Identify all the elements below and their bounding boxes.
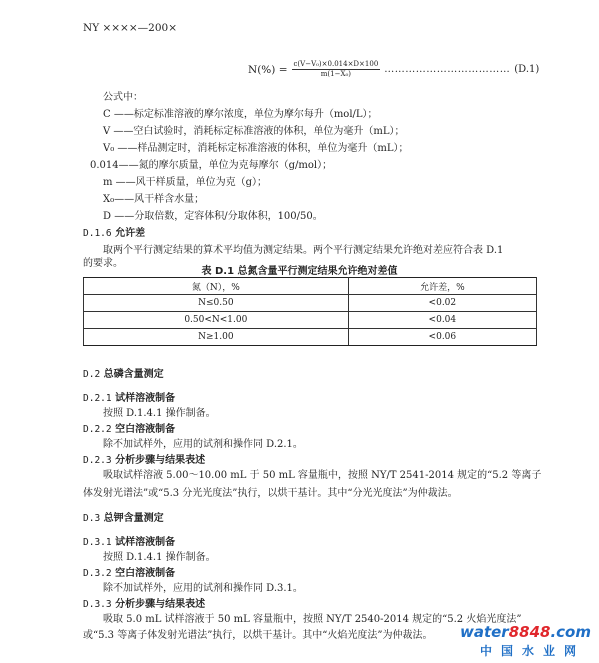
table-cell: 0.50<N<1.00 <box>84 312 349 329</box>
d-3-3-paragraph-line1: 吸取 5.0 mL 试样溶液于 50 mL 容量瓶中，按照 NY/T 2540-2014 规定的“5.2 火焰光度法” <box>103 614 522 625</box>
table-row <box>84 295 537 312</box>
section-number: D.2.1 <box>83 393 112 404</box>
d-1-6-paragraph-line2: 的要求。 <box>83 258 123 269</box>
formula-lhs: N(%) = <box>248 63 288 76</box>
section-number: D.3.3 <box>83 599 112 610</box>
defs-intro: 公式中： <box>103 92 143 103</box>
section-d-2-heading <box>83 365 164 380</box>
section-number: D.3.2 <box>83 568 112 579</box>
d-3-1-text: 按照 D.1.4.1 操作制备。 <box>103 552 216 563</box>
d-2-3-paragraph-line2: 体发射光谱法”或“5.3 分光光度法”执行，以烘干基计。其中“分光光度法”为仲裁法。 <box>83 488 458 499</box>
d-3-3-paragraph-line2: 或“5.3 等离子体发射光谱法”执行，以烘干基计。其中“火焰光度法”为仲裁法。 <box>83 630 433 641</box>
section-title: 总钾含量测定 <box>103 513 164 524</box>
section-title: 空白溶液制备 <box>115 424 176 435</box>
watermark-logo <box>460 623 591 641</box>
d-2-2-text: 除不加试样外，应用的试剂和操作同 D.2.1。 <box>103 439 303 450</box>
watermark-logo-tld: .com <box>550 623 591 641</box>
section-title: 分析步骤与结果表述 <box>115 599 206 610</box>
def-m: m ——风干样质量，单位为克（g）； <box>103 177 268 188</box>
table-header-cell: 允许差，% <box>348 278 536 295</box>
section-number: D.3.1 <box>83 537 112 548</box>
section-number: D.3 <box>83 513 101 524</box>
section-d-2-1-heading <box>83 389 175 404</box>
section-d-3-3-heading <box>83 595 205 610</box>
formula-numerator: c(V−V₀)×0.014×D×100 <box>293 60 379 68</box>
watermark-site-name: 中国水业网 <box>479 644 585 658</box>
d-1-6-paragraph-line1: 取两个平行测定结果的算术平均值为测定结果。两个平行测定结果允许绝对差应符合表 D.1 <box>103 245 504 256</box>
d-2-1-text: 按照 D.1.4.1 操作制备。 <box>103 408 216 419</box>
d-3-2-text: 除不加试样外，应用的试剂和操作同 D.3.1。 <box>103 583 303 594</box>
section-title: 空白溶液制备 <box>115 568 176 579</box>
section-number: D.2 <box>83 369 101 380</box>
def-v: V ——空白试验时，消耗标定标准溶液的体积，单位为毫升（mL）； <box>103 126 405 137</box>
table-cell: <0.04 <box>348 312 536 329</box>
table-cell: N≥1.00 <box>84 329 349 346</box>
table-cell: <0.02 <box>348 295 536 312</box>
watermark-logo-number: 8848 <box>508 623 551 641</box>
def-c: C ——标定标准溶液的摩尔浓度，单位为摩尔每升（mol/L）； <box>103 109 378 120</box>
watermark-logo-word: water <box>459 623 509 641</box>
table-row <box>84 329 537 346</box>
table-header-cell: 氮（N），% <box>84 278 349 295</box>
section-number: D.1.6 <box>83 228 112 239</box>
formula-equation-number: (D.1) <box>514 64 540 75</box>
table-d1-title: 表 D.1 总氮含量平行测定结果允许绝对差值 <box>201 266 398 277</box>
def-x0: X₀——风干样含水量； <box>103 194 205 205</box>
formula-fraction <box>292 60 381 79</box>
table-header-row <box>84 278 537 295</box>
section-number: D.2.3 <box>83 455 112 466</box>
table-row <box>84 312 537 329</box>
formula-d1 <box>248 60 539 79</box>
section-d-2-3-heading <box>83 451 205 466</box>
section-d-3-heading <box>83 509 164 524</box>
section-title: 试样溶液制备 <box>115 393 176 404</box>
def-0-014: 0.014——氮的摩尔质量，单位为克每摩尔（g/mol）； <box>90 160 333 171</box>
section-d-1-6-heading <box>83 224 145 239</box>
table-cell: N≤0.50 <box>84 295 349 312</box>
page-header: NY ××××—200× <box>83 22 177 34</box>
section-d-3-1-heading <box>83 533 175 548</box>
formula-denominator: m(1−X₀) <box>320 70 351 78</box>
section-title: 总磷含量测定 <box>103 369 164 380</box>
section-title: 分析步骤与结果表述 <box>115 455 206 466</box>
def-d: D ——分取倍数，定容体积/分取体积，100/50。 <box>103 211 323 222</box>
section-title: 允许差 <box>115 228 146 239</box>
table-cell: <0.06 <box>348 329 536 346</box>
table-d1 <box>83 277 537 346</box>
section-d-2-2-heading <box>83 420 175 435</box>
section-title: 试样溶液制备 <box>115 537 176 548</box>
formula-leader-dots: ……………………………… <box>384 64 511 75</box>
d-2-3-paragraph-line1: 吸取试样溶液 5.00～10.00 mL 于 50 mL 容量瓶中，按照 NY/T 2541-2014 规定的“5.2 等离子 <box>103 470 542 481</box>
def-v0: V₀ ——样品测定时，消耗标定标准溶液的体积，单位为毫升（mL）； <box>103 143 409 154</box>
section-d-3-2-heading <box>83 564 175 579</box>
section-number: D.2.2 <box>83 424 112 435</box>
